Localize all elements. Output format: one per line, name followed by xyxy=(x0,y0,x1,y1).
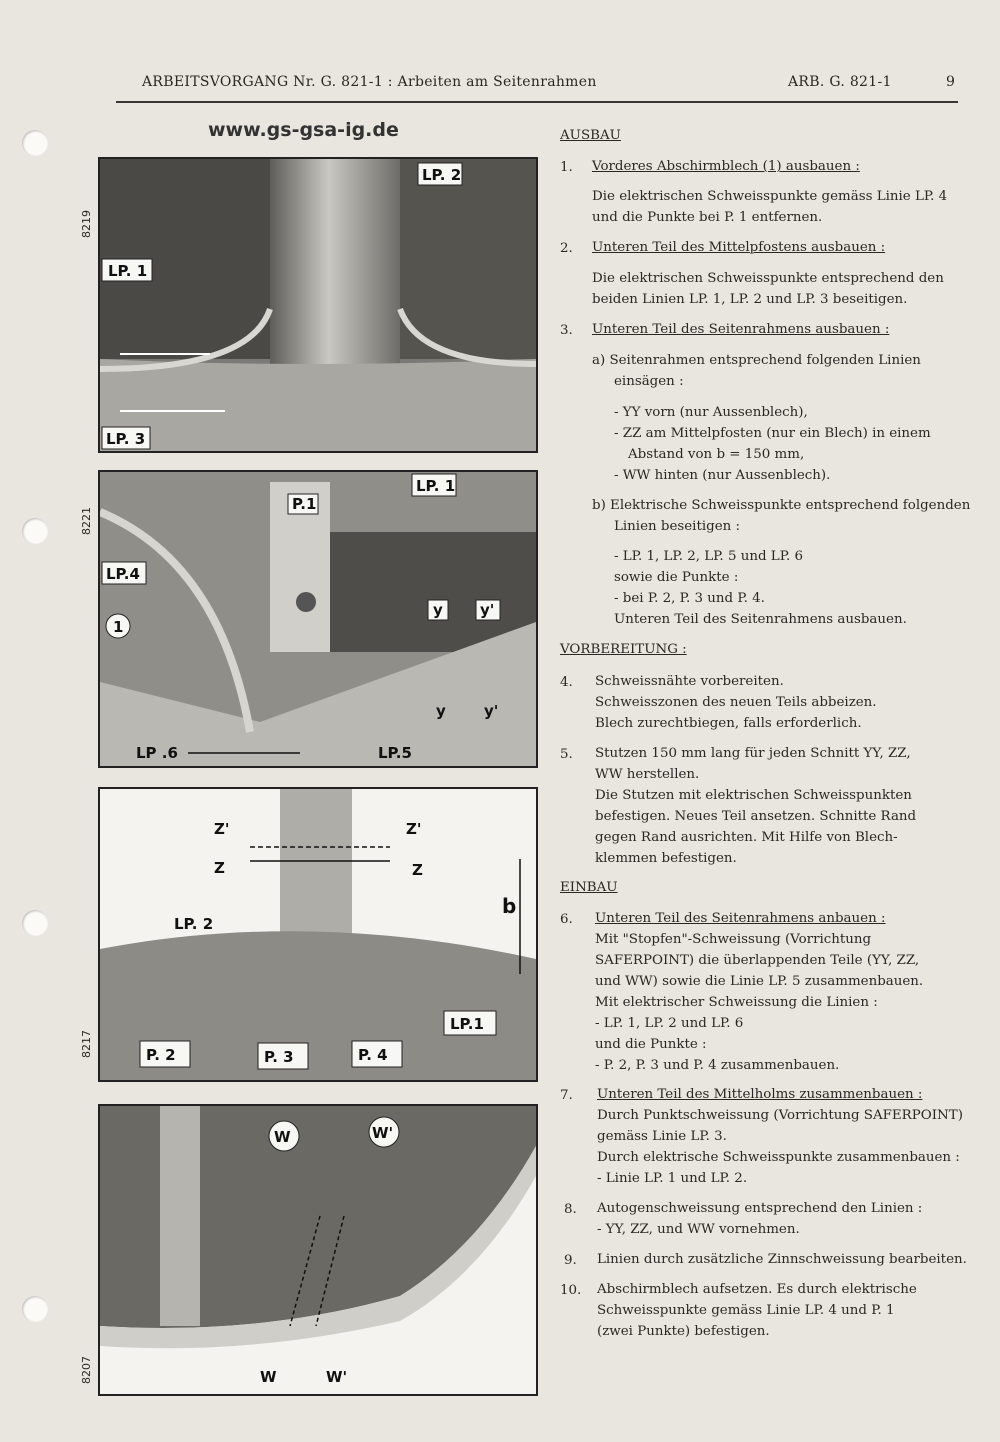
header-title: ARBEITSVORGANG Nr. G. 821-1 : Arbeiten am Seitenrahmen xyxy=(142,74,597,90)
step-text: beiden Linien LP. 1, LP. 2 und LP. 3 beseitigen. xyxy=(592,292,908,307)
step-text: Linien beseitigen : xyxy=(614,519,741,534)
page-number: 9 xyxy=(946,74,955,90)
figure-label: y' xyxy=(484,702,499,720)
figure-number: 8221 xyxy=(80,507,93,535)
step-text: - bei P. 2, P. 3 und P. 4. xyxy=(614,591,765,606)
step-title: Unteren Teil des Seitenrahmens anbauen : xyxy=(595,911,886,926)
step-text: Durch Punktschweissung (Vorrichtung SAFERPOINT) xyxy=(597,1108,963,1123)
step-text: klemmen befestigen. xyxy=(595,851,737,866)
photo-illustration xyxy=(100,472,536,766)
figure-label: W xyxy=(260,1368,277,1386)
figure-photo-8217 xyxy=(98,787,538,1082)
step-number: 6. xyxy=(560,912,573,927)
step-text: a) Seitenrahmen entsprechend folgenden Linien xyxy=(592,353,921,368)
figure-label: Z' xyxy=(406,820,422,838)
step-title: Unteren Teil des Seitenrahmens ausbauen : xyxy=(592,322,890,337)
step-number: 3. xyxy=(560,323,573,338)
step-number: 9. xyxy=(564,1253,577,1268)
step-text: Unteren Teil des Seitenrahmens ausbauen. xyxy=(614,612,907,627)
punch-hole xyxy=(22,130,48,156)
step-title: Unteren Teil des Mittelholms zusammenbauen : xyxy=(597,1087,923,1102)
figure-label: Z' xyxy=(214,820,230,838)
step-text: Mit elektrischer Schweissung die Linien : xyxy=(595,995,878,1010)
figure-label: P.1 xyxy=(292,495,317,513)
figure-label: LP.1 xyxy=(450,1015,484,1033)
figure-photo-8221 xyxy=(98,470,538,768)
step-text: Die elektrischen Schweisspunkte entsprechend den xyxy=(592,271,944,286)
step-text: - LP. 1, LP. 2 und LP. 6 xyxy=(595,1016,744,1031)
section-heading-einbau: EINBAU xyxy=(560,880,618,895)
step-number: 2. xyxy=(560,241,573,256)
section-heading-vorbereitung: VORBEREITUNG : xyxy=(560,642,687,657)
step-text: - WW hinten (nur Aussenblech). xyxy=(614,468,831,483)
step-text: Mit "Stopfen"-Schweissung (Vorrichtung xyxy=(595,932,872,947)
step-text: (zwei Punkte) befestigen. xyxy=(597,1324,770,1339)
figure-label: P. 4 xyxy=(358,1046,388,1064)
step-title: Unteren Teil des Mittelpfostens ausbauen : xyxy=(592,240,886,255)
step-text: befestigen. Neues Teil ansetzen. Schnitte Rand xyxy=(595,809,917,824)
figure-label: W' xyxy=(326,1368,348,1386)
figure-photo-8207 xyxy=(98,1104,538,1396)
figure-label: P. 3 xyxy=(264,1048,294,1066)
step-text: - YY vorn (nur Aussenblech), xyxy=(614,405,808,420)
figure-label: P. 2 xyxy=(146,1046,176,1064)
figure-label: LP. 1 xyxy=(108,262,148,280)
figure-number: 8207 xyxy=(80,1356,93,1384)
step-text: und die Punkte : xyxy=(595,1037,707,1052)
figure-label: Z xyxy=(214,859,225,877)
figure-label: LP. 3 xyxy=(106,430,146,448)
step-text: - P. 2, P. 3 und P. 4 zusammenbauen. xyxy=(595,1058,840,1073)
step-text: Die elektrischen Schweisspunkte gemäss Linie LP. 4 xyxy=(592,189,948,204)
step-text: Schweisspunkte gemäss Linie LP. 4 und P. 1 xyxy=(597,1303,895,1318)
step-text: Durch elektrische Schweisspunkte zusammenbauen : xyxy=(597,1150,960,1165)
punch-hole xyxy=(22,1296,48,1322)
step-text: Abschirmblech aufsetzen. Es durch elektrische xyxy=(597,1282,917,1297)
step-text: und die Punkte bei P. 1 entfernen. xyxy=(592,210,823,225)
punch-hole xyxy=(22,910,48,936)
step-number: 10. xyxy=(560,1283,582,1298)
step-text: b) Elektrische Schweisspunkte entsprechend folgenden xyxy=(592,498,971,513)
figure-label: 1 xyxy=(113,618,124,636)
figure-label: W' xyxy=(372,1124,394,1142)
step-number: 4. xyxy=(560,675,573,690)
step-text: Stutzen 150 mm lang für jeden Schnitt YY, ZZ, xyxy=(595,746,911,761)
header-code: ARB. G. 821-1 xyxy=(788,74,892,90)
step-text: Autogenschweissung entsprechend den Linien : xyxy=(597,1201,923,1216)
figure-label: LP. 2 xyxy=(422,166,462,184)
figure-label: LP.4 xyxy=(106,565,140,583)
figure-label: LP. 1 xyxy=(416,477,456,495)
step-number: 7. xyxy=(560,1088,573,1103)
figure-label: LP .6 xyxy=(136,744,178,762)
step-text: Schweisszonen des neuen Teils abbeizen. xyxy=(595,695,877,710)
step-text: - ZZ am Mittelpfosten (nur ein Blech) in einem xyxy=(614,426,931,441)
step-text: gegen Rand ausrichten. Mit Hilfe von Blech- xyxy=(595,830,898,845)
figure-number: 8217 xyxy=(80,1030,93,1058)
figure-label: y xyxy=(433,601,443,619)
section-heading-ausbau: AUSBAU xyxy=(560,128,621,143)
figure-label: Z xyxy=(412,861,423,879)
figure-label: y xyxy=(436,702,446,720)
watermark-url: www.gs-gsa-ig.de xyxy=(208,119,399,141)
step-text: - Linie LP. 1 und LP. 2. xyxy=(597,1171,748,1186)
header-rule xyxy=(116,101,958,103)
step-text: WW herstellen. xyxy=(595,767,700,782)
step-text: SAFERPOINT) die überlappenden Teile (YY, ZZ, xyxy=(595,953,920,968)
figure-label: W xyxy=(274,1128,291,1146)
figure-label: LP.5 xyxy=(378,744,412,762)
step-text: und WW) sowie die Linie LP. 5 zusammenbauen. xyxy=(595,974,924,989)
step-text: Abstand von b = 150 mm, xyxy=(628,447,805,462)
step-text: Blech zurechtbiegen, falls erforderlich. xyxy=(595,716,862,731)
figure-label: b xyxy=(502,894,517,918)
step-text: - LP. 1, LP. 2, LP. 5 und LP. 6 xyxy=(614,549,804,564)
punch-hole xyxy=(22,518,48,544)
photo-illustration xyxy=(100,159,536,451)
figure-photo-8219 xyxy=(98,157,538,453)
step-text: Linien durch zusätzliche Zinnschweissung bearbeiten. xyxy=(597,1252,967,1267)
step-text: einsägen : xyxy=(614,374,684,389)
step-title: Vorderes Abschirmblech (1) ausbauen : xyxy=(592,159,860,174)
step-text: - YY, ZZ, und WW vornehmen. xyxy=(597,1222,800,1237)
step-text: Die Stutzen mit elektrischen Schweisspunkten xyxy=(595,788,912,803)
step-number: 8. xyxy=(564,1202,577,1217)
step-text: gemäss Linie LP. 3. xyxy=(597,1129,727,1144)
step-number: 1. xyxy=(560,160,573,175)
photo-illustration xyxy=(100,789,536,1080)
figure-label: LP. 2 xyxy=(174,915,214,933)
photo-illustration xyxy=(100,1106,536,1394)
figure-label: y' xyxy=(480,601,495,619)
step-text: sowie die Punkte : xyxy=(614,570,739,585)
step-text: Schweissnähte vorbereiten. xyxy=(595,674,784,689)
figure-number: 8219 xyxy=(80,210,93,238)
step-number: 5. xyxy=(560,747,573,762)
